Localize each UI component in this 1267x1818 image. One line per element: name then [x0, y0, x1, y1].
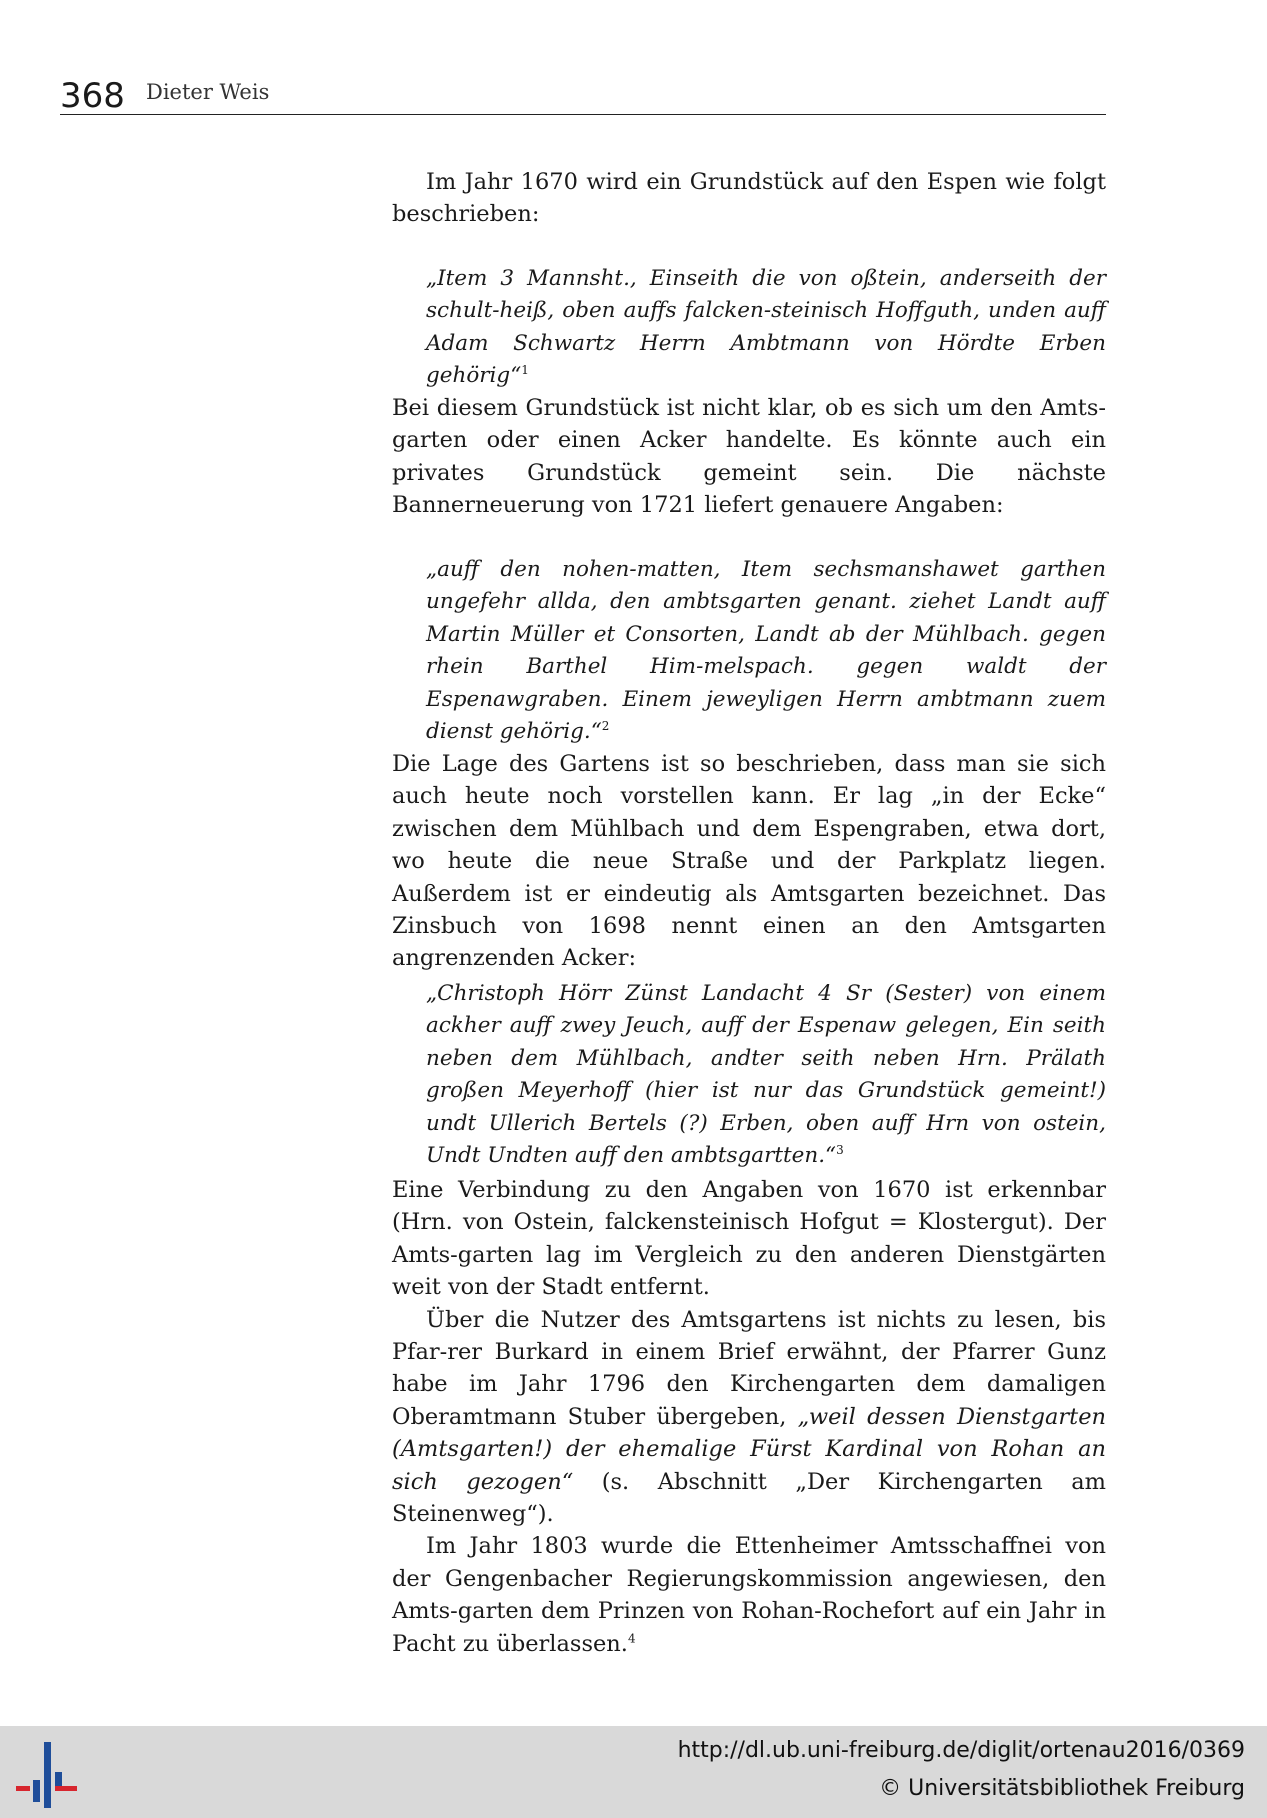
paragraph-3-text: Die Lage des Gartens ist so beschrieben, dass man sie sich auch heute noch vorstellen kann. Er lag „in der Ecke“ zwischen dem Mühlbach und dem Espengraben, etwa dort, wo heute die neue Straße und der Parkplatz liegen. Außerdem ist er eindeutig als Amtsgarten bezeichnet. Das Zinsbuch von 1698 nennt einen an den Amtsgarten angrenzenden Acker: [392, 751, 1106, 972]
paragraph-1 [392, 166, 1106, 231]
paragraph-4-text: Eine Verbindung zu den Angaben von 1670 ist erkennbar (Hrn. von Ostein, falckensteinisch Hofgut = Klostergut). Der Amts-garten lag im Vergleich zu den anderen Dienstgärten weit von der Stadt entfernt. [392, 1177, 1106, 1301]
running-header [60, 78, 1106, 115]
footnote-ref-3[interactable]: 3 [836, 1142, 844, 1157]
paragraph-6-text: Im Jahr 1803 wurde die Ettenheimer Amtsschaffnei von der Gengenbacher Regierungskommission angewiesen, den Amts-garten dem Prinzen von Rohan-Rochefort auf ein Jahr in Pacht zu überlassen. [392, 1533, 1106, 1657]
quote-1 [426, 263, 1106, 393]
page-number: 368 [60, 76, 125, 116]
footer-bar [0, 1726, 1267, 1818]
paragraph-block-4 [392, 1174, 1106, 1660]
paragraph-2-text: Bei diesem Grundstück ist nicht klar, ob es sich um den Amts-garten oder einen Acker handelte. Es könnte auch ein privates Grundstück gemeint sein. Die nächste Bannerneuerung von 1721 liefert genauere Angaben: [392, 395, 1106, 519]
paragraph-5 [392, 1304, 1106, 1531]
footnote-ref-1[interactable]: 1 [521, 363, 529, 378]
footnote-ref-4[interactable]: 4 [627, 1631, 636, 1646]
paragraph-5-text-b: (s. Abschnitt „Der Kirchengarten am Steinenweg“). [392, 1468, 1106, 1528]
paragraph-3 [392, 748, 1106, 975]
footer-permalink[interactable]: http://dl.ub.uni-freiburg.de/diglit/ortenau2016/0369 [677, 1738, 1245, 1763]
footer-copyright: © Universitätsbibliothek Freiburg [879, 1776, 1245, 1801]
quote-3 [426, 978, 1106, 1172]
paragraph-1-text: Im Jahr 1670 wird ein Grundstück auf den Espen wie folgt beschrieben: [392, 169, 1106, 228]
paragraph-6 [392, 1530, 1106, 1660]
footnote-ref-2[interactable]: 2 [601, 718, 610, 733]
paragraph-5-text-a: Über die Nutzer des Amtsgartens ist nichts zu lesen, bis Pfar-rer Burkard in einem Brief erwähnt, der Pfarrer Gunz habe im Jahr 1796 den Kirchengarten dem damaligen Oberamtmann Stuber übergeben, [392, 1306, 1106, 1430]
paragraph-2 [392, 392, 1106, 522]
paragraph-5-quote: „weil dessen Dienstgarten (Amtsgarten!) der ehemalige Fürst Kardinal von Rohan an sich gezogen“ [392, 1403, 1106, 1495]
running-head-author: Dieter Weis [146, 80, 270, 104]
quote-2-text: „auff den nohen-matten, Item sechsmanshawet garthen ungefehr allda, den ambtsgarten genant. ziehet Landt auff Martin Müller et Consorten, Landt ab der Mühlbach. gegen rhein Barthel Him-melspach. gegen waldt der Espenawgraben. Einem jeweyligen Herrn ambtmann zuem dienst gehörig.“ [426, 557, 1106, 745]
quote-1-text: „Item 3 Mannsht., Einseith die von oßtein, anderseith der schult-heiß, oben auffs falcken-steinisch Hoffguth, unden auff Adam Schwartz Herrn Ambtmann von Hördte Erben gehörig“ [426, 266, 1106, 389]
quote-2 [426, 554, 1106, 748]
library-logo-icon [14, 1742, 80, 1808]
quote-3-text: „Christoph Hörr Zünst Landacht 4 Sr (Sester) von einem ackher auff zwey Jeuch, auff der Espenaw gelegen, Ein seith neben dem Mühlbach, andter seith neben Hrn. Prälath großen Meyerhoff (hier ist nur das Grundstück gemeint!) undt Ullerich Bertels (?) Erben, oben auff Hrn von ostein, Undt Undten auff den ambtsgartten.“ [426, 981, 1106, 1169]
